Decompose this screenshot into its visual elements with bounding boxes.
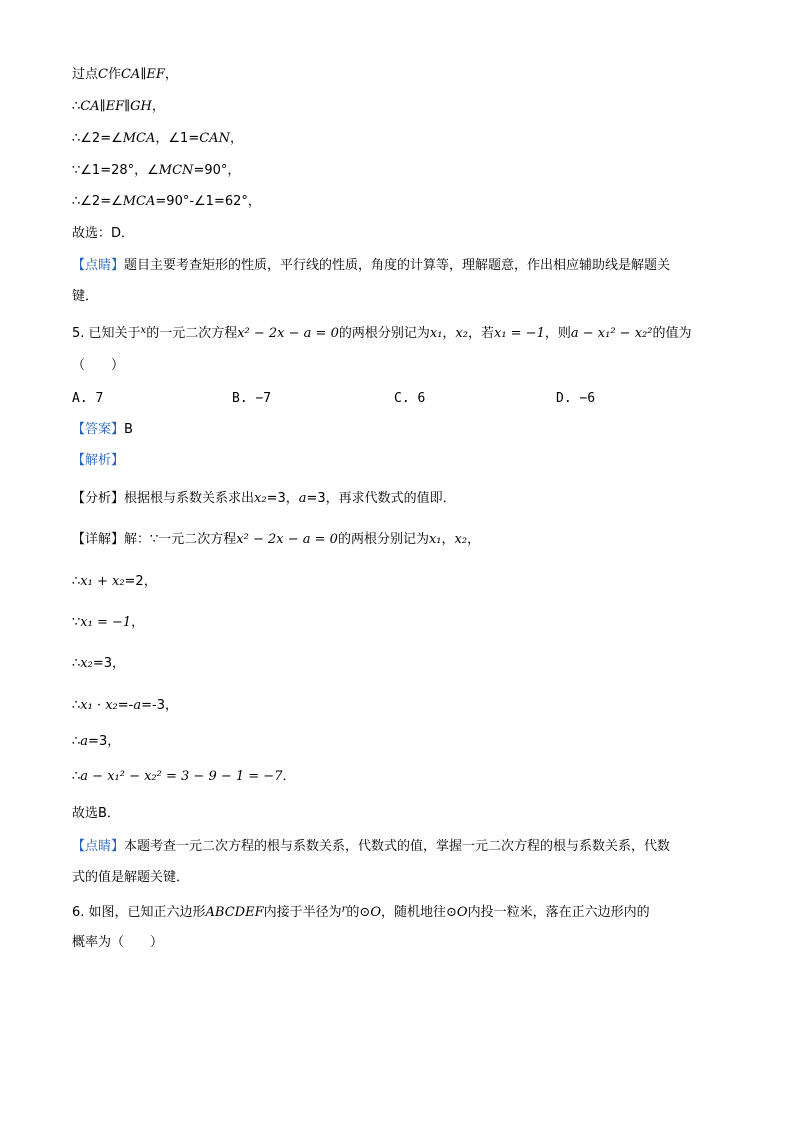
text: ， [442, 326, 456, 341]
math-circle: ⊙O [446, 905, 468, 920]
fenxi-tag: 【分析】 [72, 491, 125, 506]
text: ， [467, 532, 481, 547]
comment-text: 本题考查一元二次方程的根与系数关系，代数式的值，掌握一元二次方程的根与系数关系，代数 [124, 839, 671, 854]
solution-choice-line: 故选：D． [72, 226, 135, 241]
comment-line-cont: 键． [72, 289, 99, 304]
answer-text: B [124, 422, 133, 437]
answer-tag: 【答案】 [72, 422, 125, 437]
text: ，则 [544, 326, 571, 341]
text: =3， [92, 656, 125, 671]
math-circle: ⊙O [359, 905, 381, 920]
analysis-line [72, 452, 124, 470]
question-6-cont: 概率为（ ） [72, 935, 164, 950]
option-d: D. −6 [556, 391, 596, 406]
math: x₂ [80, 656, 93, 671]
math: MCA [122, 131, 156, 146]
text: ，若 [467, 326, 494, 341]
solution-line-4 [72, 162, 240, 180]
text: ∴∠2=∠ [72, 131, 123, 146]
math: x₂ [254, 491, 267, 506]
option-b: B. −7 [232, 391, 272, 406]
fenxi-line [72, 490, 456, 508]
solution-line-1 [72, 66, 178, 84]
question-5-stem [72, 322, 691, 343]
math: x [140, 325, 147, 336]
text: ， [131, 615, 145, 630]
text: 内投一粒米，落在正六边形内的 [467, 905, 650, 920]
text: 6. 如图，已知正六边形 [72, 905, 206, 920]
math: x₁ · x₂ [80, 698, 118, 713]
option-a: A. 7 [72, 391, 104, 406]
math: x₁ = −1 [80, 615, 132, 630]
text: 的两根分别记为 [337, 532, 429, 547]
text: 过点 [72, 67, 99, 82]
math: a [298, 491, 307, 506]
math: x₂ [454, 532, 468, 547]
step-4 [72, 697, 178, 715]
comment-2-line-cont: 式的值是解题关键． [72, 870, 190, 885]
text: ，∠1= [155, 131, 200, 146]
text: ∵ [72, 615, 81, 630]
math: x₁ + x₂ [80, 574, 125, 589]
text: ∴ [72, 769, 81, 784]
math: a [80, 734, 89, 749]
comment-tag: 【点睛】 [72, 258, 125, 273]
detail-tag: 【详解】 [72, 532, 125, 547]
option-c: C. 6 [394, 391, 426, 406]
math-parallel: CA∥EF∥GH [80, 99, 152, 114]
comment-2-line [72, 838, 670, 856]
step-choice: 故选B． [72, 806, 120, 821]
solution-line-2 [72, 98, 165, 116]
question-6-stem [72, 901, 650, 922]
text: 的 [346, 905, 360, 920]
text: 内接于半径为 [263, 905, 342, 920]
text: =-3， [141, 698, 178, 713]
text: ∴ [72, 698, 81, 713]
text: ，随机地往 [380, 905, 446, 920]
math-c: C [98, 67, 108, 82]
text: 作 [107, 67, 121, 82]
math: x₁ [429, 326, 443, 341]
math-expression: a − x₁² − x₂² [570, 326, 653, 341]
step-6 [72, 768, 295, 786]
math-ca-ef: CA∥EF [120, 67, 165, 82]
text: =90°-∠1=62°， [155, 194, 261, 209]
text: ， [151, 99, 165, 114]
math: x₁ = −1 [493, 326, 545, 341]
text: =- [117, 698, 134, 713]
text: ∴ [72, 656, 81, 671]
text: ∴ [72, 99, 81, 114]
math: CAN [199, 131, 230, 146]
math: r [341, 904, 347, 915]
text: 的一元二次方程 [146, 326, 238, 341]
text: =90°， [193, 163, 241, 178]
text: 解：∵一元二次方程 [124, 532, 237, 547]
text: ， [441, 532, 455, 547]
comment-line [72, 257, 670, 275]
text: =2， [124, 574, 157, 589]
analysis-tag: 【解析】 [72, 453, 125, 468]
math: MCN [158, 163, 194, 178]
detail-line [72, 531, 480, 549]
text: =3， [88, 734, 121, 749]
math: x₁ [428, 532, 442, 547]
solution-line-5 [72, 193, 261, 211]
comment-text: 题目主要考查矩形的性质，平行线的性质，角度的计算等，理解题意，作出相应辅助线是解题关 [124, 258, 671, 273]
math-equation: x² − 2x − a = 0 [236, 532, 338, 547]
text: ∵∠1=28°，∠ [72, 163, 159, 178]
text: ， [164, 67, 178, 82]
solution-line-3 [72, 130, 243, 148]
text: ， [229, 131, 243, 146]
text: 的两根分别记为 [338, 326, 430, 341]
text: 5. 已知关于 [72, 326, 141, 341]
math: ABCDEF [205, 905, 264, 920]
step-2 [72, 614, 144, 632]
math: a [133, 698, 142, 713]
text: 的值为 [652, 326, 692, 341]
text: ∴ [72, 734, 81, 749]
text: 根据根与系数关系求出 [124, 491, 255, 506]
step-1 [72, 573, 157, 591]
math-result: a − x₁² − x₂² = 3 − 9 − 1 = −7 [80, 769, 283, 784]
comment-tag: 【点睛】 [72, 839, 125, 854]
question-5-blank: （ ） [72, 358, 125, 373]
text: =3，再求代数式的值即． [306, 491, 456, 506]
text: ∴∠2=∠ [72, 194, 123, 209]
math: MCA [122, 194, 156, 209]
math: x₂ [455, 326, 468, 341]
text: =3， [266, 491, 299, 506]
text: ∴ [72, 574, 81, 589]
math-equation: x² − 2x − a = 0 [237, 326, 339, 341]
text: ． [282, 769, 296, 784]
answer-line [72, 421, 133, 439]
step-3 [72, 655, 125, 673]
step-5 [72, 733, 120, 751]
